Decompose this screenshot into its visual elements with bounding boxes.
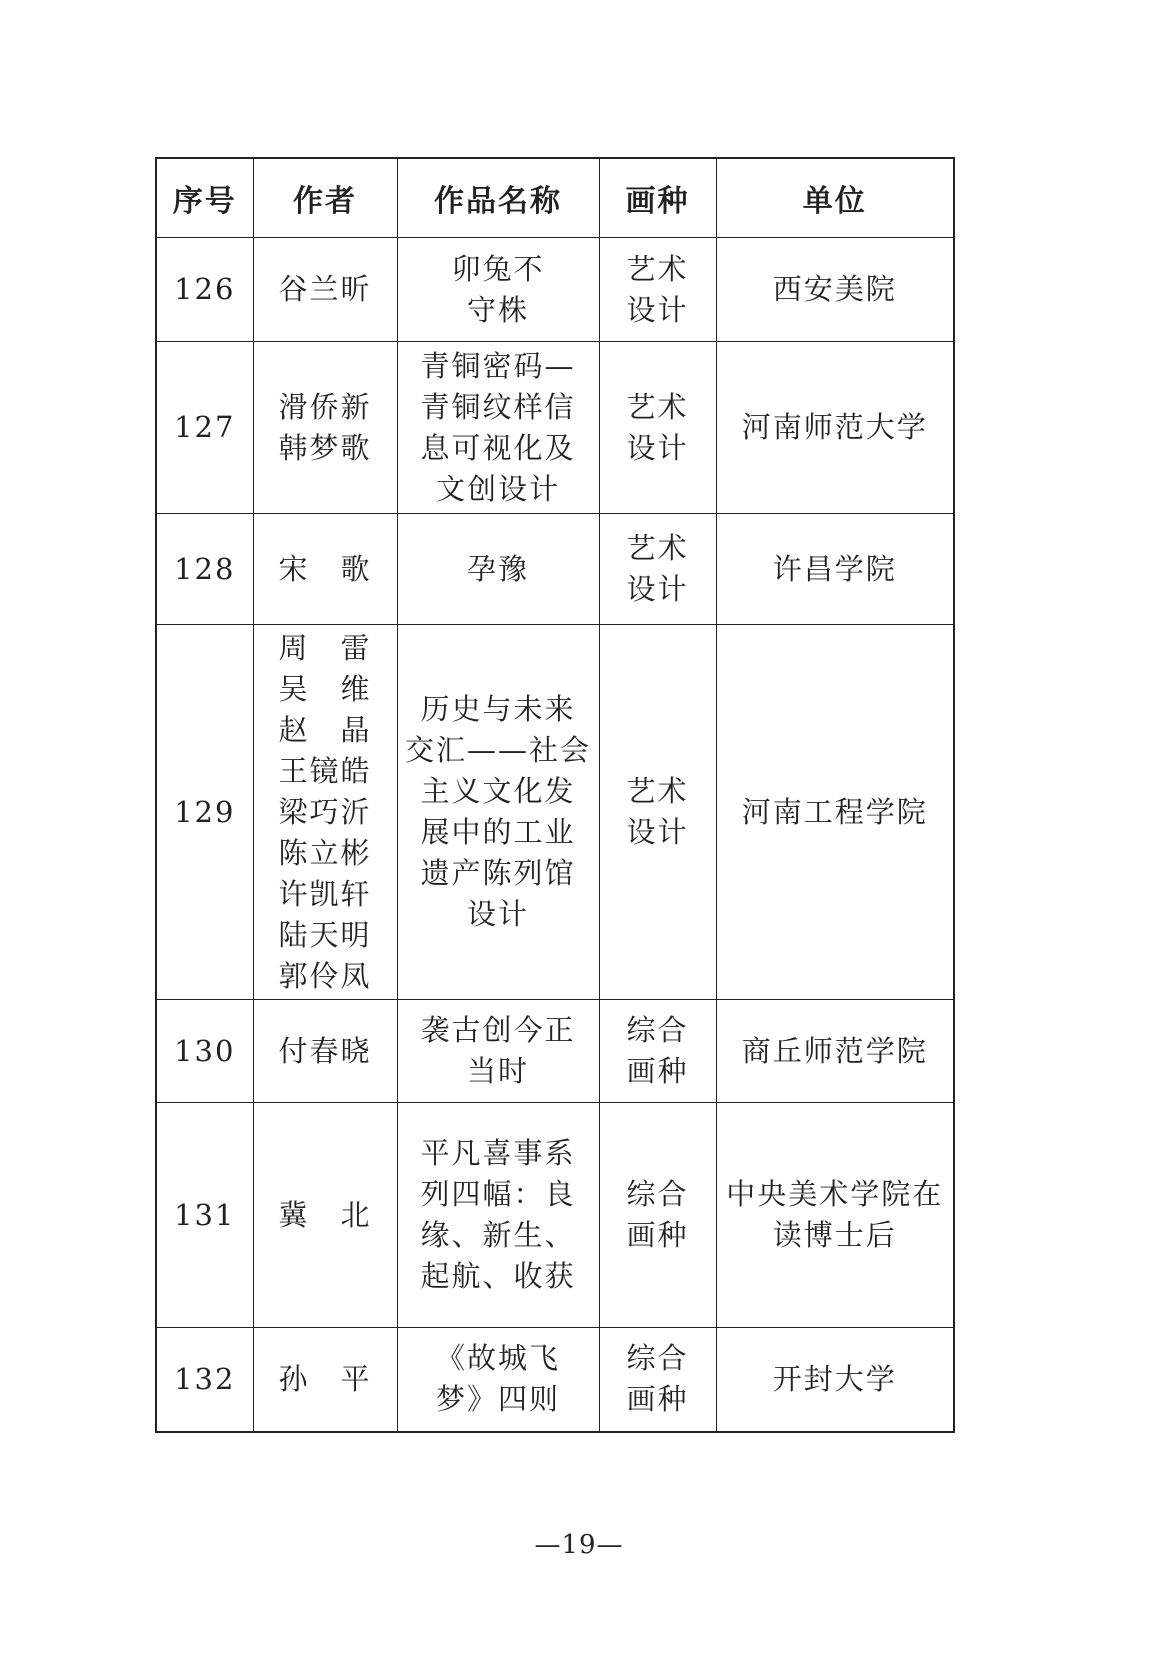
- author-line: 郭伶凤: [278, 958, 372, 993]
- row-title: [397, 625, 599, 1000]
- row-number: 132: [156, 1328, 253, 1432]
- row-unit: [716, 625, 954, 1000]
- author-line: 周 雷: [278, 630, 372, 665]
- type-line: 画种: [626, 1218, 689, 1252]
- type-line: 设计: [626, 430, 689, 465]
- header-title: 作品名称: [397, 158, 599, 238]
- row-title: [397, 238, 599, 342]
- type-line: 设计: [626, 292, 689, 327]
- author-line: 许凯轩: [278, 876, 372, 911]
- row-unit: [716, 1328, 954, 1432]
- table-row: [156, 1000, 954, 1103]
- title-line: 守株: [466, 292, 529, 327]
- row-number: 129: [156, 625, 253, 1000]
- unit-line: 许昌学院: [772, 551, 897, 586]
- row-title: [397, 1000, 599, 1103]
- entries-table: [155, 157, 955, 1433]
- row-number: 126: [156, 238, 253, 342]
- table-row: [156, 514, 954, 625]
- title-line: 《故城飞: [435, 1341, 560, 1376]
- row-type: [599, 1103, 716, 1328]
- author-line: 韩梦歌: [278, 430, 372, 465]
- author-line: 吴 维: [278, 671, 372, 706]
- row-author: [253, 514, 397, 625]
- author-line: 王镜皓: [278, 753, 372, 788]
- title-line: 主义文化发: [420, 774, 576, 808]
- title-line: 历史与未来: [420, 692, 576, 726]
- title-line: 缘、新生、: [420, 1218, 576, 1252]
- row-unit: [716, 514, 954, 625]
- row-type: [599, 514, 716, 625]
- type-line: 艺术: [626, 389, 689, 424]
- row-number: 131: [156, 1103, 253, 1328]
- author-line: 陆天明: [278, 917, 372, 952]
- author-line: 谷兰昕: [278, 272, 372, 306]
- row-unit: [716, 1000, 954, 1103]
- title-line: 交汇——社会: [404, 733, 591, 767]
- title-line: 设计: [466, 897, 529, 931]
- table-row: [156, 1328, 954, 1432]
- row-title: [397, 342, 599, 514]
- table-row: [156, 625, 954, 1000]
- author-line: 冀 北: [278, 1197, 372, 1232]
- title-line: 息可视化及: [420, 430, 576, 465]
- unit-line: 河南工程学院: [741, 794, 928, 829]
- type-line: 设计: [626, 572, 689, 606]
- author-line: 宋 歌: [278, 551, 372, 586]
- row-number: 128: [156, 514, 253, 625]
- row-type: [599, 238, 716, 342]
- row-title: [397, 514, 599, 625]
- title-line: 起航、收获: [420, 1259, 576, 1293]
- table-row: [156, 238, 954, 342]
- row-number: 130: [156, 1000, 253, 1103]
- type-line: 艺术: [626, 774, 689, 808]
- unit-line: 河南师范大学: [741, 410, 928, 444]
- table-row: [156, 342, 954, 514]
- author-line: 赵 晶: [278, 712, 372, 747]
- page-number: —19—: [534, 1530, 624, 1560]
- title-line: 青铜纹样信: [420, 389, 576, 424]
- row-unit: [716, 1103, 954, 1328]
- type-line: 艺术: [626, 251, 689, 286]
- row-author: [253, 1103, 397, 1328]
- author-line: 梁巧沂: [278, 794, 372, 829]
- author-line: 孙 平: [278, 1361, 372, 1396]
- row-title: [397, 1328, 599, 1432]
- header-author: 作者: [253, 158, 397, 238]
- unit-line: 西安美院: [772, 272, 897, 306]
- author-line: 滑侨新: [278, 389, 372, 424]
- title-line: 青铜密码—: [420, 348, 576, 383]
- title-line: 当时: [466, 1054, 529, 1088]
- title-line: 展中的工业: [420, 815, 576, 849]
- row-unit: [716, 342, 954, 514]
- type-line: 画种: [626, 1054, 689, 1088]
- type-line: 综合: [626, 1177, 689, 1211]
- type-line: 设计: [626, 815, 689, 849]
- row-type: [599, 342, 716, 514]
- header-type: 画种: [599, 158, 716, 238]
- unit-line: 开封大学: [772, 1361, 897, 1396]
- title-line: 袭古创今正: [420, 1013, 576, 1047]
- row-type: [599, 1000, 716, 1103]
- unit-line: 商丘师范学院: [741, 1033, 928, 1068]
- type-line: 综合: [626, 1341, 689, 1376]
- row-author: [253, 1328, 397, 1432]
- row-type: [599, 1328, 716, 1432]
- type-line: 艺术: [626, 531, 689, 565]
- unit-line: 读博士后: [772, 1218, 897, 1252]
- row-author: [253, 625, 397, 1000]
- row-author: [253, 1000, 397, 1103]
- type-line: 综合: [626, 1013, 689, 1047]
- row-title: [397, 1103, 599, 1328]
- title-line: 卯兔不: [451, 251, 545, 286]
- row-number: 127: [156, 342, 253, 514]
- title-line: 梦》四则: [435, 1382, 560, 1417]
- row-type: [599, 625, 716, 1000]
- author-line: 付春晓: [278, 1033, 372, 1068]
- row-author: [253, 238, 397, 342]
- author-line: 陈立彬: [278, 835, 372, 870]
- header-row: [156, 158, 954, 238]
- unit-line: 中央美术学院在: [726, 1177, 944, 1211]
- type-line: 画种: [626, 1382, 689, 1417]
- header-unit: 单位: [716, 158, 954, 238]
- title-line: 遗产陈列馆: [420, 856, 576, 890]
- title-line: 孕豫: [466, 551, 529, 586]
- table-row: [156, 1103, 954, 1328]
- row-author: [253, 342, 397, 514]
- title-line: 平凡喜事系: [420, 1136, 576, 1170]
- title-line: 列四幅：良: [420, 1177, 576, 1211]
- title-line: 文创设计: [435, 471, 560, 506]
- header-no: 序号: [156, 158, 253, 238]
- row-unit: [716, 238, 954, 342]
